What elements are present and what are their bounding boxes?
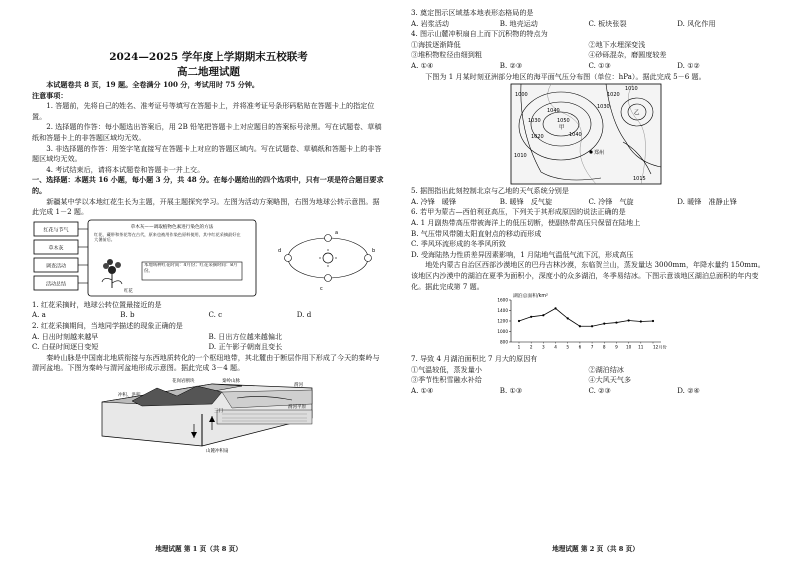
orbit-label-b: b bbox=[372, 247, 376, 254]
y-tick-label: 1000 bbox=[497, 329, 508, 335]
q6-option-a: A. 1 月副热带高压带被海洋上的低压切断，使副热带高压只保留在陆地上 bbox=[411, 217, 641, 227]
q2-option-a: A. 日出时刻越来越早 bbox=[32, 331, 99, 341]
activity-rows bbox=[34, 222, 88, 290]
isobar-1015: 1015 bbox=[633, 176, 646, 183]
passage-4: 地处内蒙古自治区西部沙漠地区的巴丹吉林沙漠，东临贺兰山，蒸发量达 3000mm，年降水量约 150mm。该地区内沙漠中的湖泊在夏季为面积小，深度小的众多湖泊，冬季易结冰。下图示意该地区湖泊总面积的年内变化。据此完成第 7 题。 bbox=[411, 260, 765, 291]
activity-note-1: 红花、藏带和茶花等在古代，原来也被用作染色原料使用，其中红花采摘最好在大暑前后。 bbox=[94, 231, 241, 242]
q7-option-d: D. ②④ bbox=[677, 385, 700, 395]
data-point-month-5 bbox=[567, 317, 569, 319]
q4-item-2: ②地下水埋深变浅 bbox=[588, 39, 646, 49]
x-tick-label: 11 bbox=[638, 344, 644, 350]
q7-item-4: ④大风天气多 bbox=[588, 375, 632, 385]
exam-title: 2024—2025 学年度上学期期末五校联考 bbox=[109, 51, 308, 63]
passage-1: 新疆某中学以本地红花生长为主题，开展主题探究学习。左图为活动方案略图，右图为地球公转示意图。据此完成 1－2 题。 bbox=[32, 196, 380, 217]
question-4-items-row2 bbox=[411, 50, 766, 61]
q7-item-3: ③季节性积雪融水补给 bbox=[411, 375, 482, 385]
question-1-options bbox=[32, 310, 385, 321]
isobar-1030-right: 1030 bbox=[597, 104, 610, 111]
q7-item-1: ①气温较低，蒸发量小 bbox=[411, 364, 482, 374]
x-tick-label: 4 bbox=[554, 344, 557, 350]
isobar-1050: 1050 bbox=[557, 118, 570, 125]
orbit-label-c: c bbox=[320, 285, 323, 292]
x-tick-label: 9 bbox=[615, 344, 618, 350]
qinling-block-diagram bbox=[62, 374, 402, 454]
q1-option-a: A. a bbox=[32, 310, 46, 320]
data-point-month-7 bbox=[591, 325, 593, 327]
row-label-1: 红花与节气 bbox=[43, 227, 69, 234]
activity-figure bbox=[32, 218, 382, 300]
q1-option-d: D. d bbox=[296, 310, 312, 320]
isobar-1020-left: 1020 bbox=[531, 134, 544, 141]
q7-option-b: B. ①③ bbox=[499, 385, 523, 395]
passage-2: 秦岭山脉是中国南北地质衔接与东西地质转化的一个枢纽地带，其北麓由于断层作用下形成了今天的秦岭与渭河盆地。下图为秦岭与渭河盆地形成示意图。据此完成 3－4 题。 bbox=[32, 352, 380, 373]
isobar-1010-right: 1010 bbox=[625, 86, 638, 93]
chart-title: 湖泊总面积/km² bbox=[513, 294, 548, 300]
question-2: 2. 红花采摘期间，当地同学描述的现象正确的是 bbox=[32, 320, 183, 330]
x-tick-label: 10 bbox=[625, 344, 632, 350]
data-point-month-9 bbox=[615, 322, 617, 324]
page-1-footer: 地理试题 第 1 页（共 8 页） bbox=[155, 545, 242, 553]
data-point-month-8 bbox=[603, 323, 605, 325]
q3-option-b: B. 地壳运动 bbox=[499, 18, 538, 28]
question-5: 5. 据图指出此刻控制北京与乙地的天气系统分别是 bbox=[411, 186, 569, 196]
q4-option-b: B. ②③ bbox=[499, 60, 523, 70]
exam-subtitle: 高二地理试题 bbox=[177, 66, 240, 78]
map-label-jia: 甲 bbox=[559, 125, 565, 132]
data-point-month-4 bbox=[554, 307, 556, 309]
q2-option-c: C. 白昼时间逐日变短 bbox=[32, 342, 99, 352]
isobar-1040-right: 1040 bbox=[569, 132, 582, 139]
q2-option-b: B. 日出方位越来越偏北 bbox=[208, 331, 283, 341]
q3-option-a: A. 岩浆活动 bbox=[411, 18, 450, 28]
data-point-month-11 bbox=[640, 321, 642, 323]
activity-top-text: 草木灰——调取植物色素进行染色的方法 bbox=[130, 224, 214, 230]
data-point-month-3 bbox=[542, 314, 544, 316]
q7-item-2: ②湖泊结冰 bbox=[588, 364, 624, 374]
lake-area-line bbox=[519, 308, 653, 326]
fig2-label-fan: 山麓冲积扇 bbox=[206, 448, 229, 454]
question-6: 6. 若甲为蒙古—西伯利亚高压，下列关于其形成原因的说法正确的是 bbox=[411, 207, 626, 217]
q3-option-d: D. 风化作用 bbox=[677, 18, 716, 28]
question-7-items-row2 bbox=[411, 375, 766, 386]
question-3: 3. 奠定图示区域基本地表形态格局的是 bbox=[411, 8, 534, 17]
data-point-month-1 bbox=[518, 320, 520, 322]
isobar-1030-left: 1030 bbox=[528, 118, 541, 125]
y-tick-label: 1600 bbox=[497, 297, 508, 303]
q4-option-a: A. ①④ bbox=[411, 60, 434, 70]
question-4: 4. 图示山麓冲积扇自上而下沉积物的特点为 bbox=[411, 29, 548, 39]
q1-option-b: B. b bbox=[120, 310, 135, 320]
question-7: 7. 导致 4 月湖泊面积比 7 月大的原因有 bbox=[411, 354, 538, 364]
question-3-options bbox=[411, 19, 766, 30]
q4-item-3: ③堆积物粒径由细到粗 bbox=[411, 50, 482, 60]
q6-option-c: C. 季风环流形成的冬季风所致 bbox=[411, 239, 506, 249]
y-tick-label: 1400 bbox=[497, 308, 508, 314]
x-tick-label: 2 bbox=[529, 344, 533, 350]
q5-option-a: A. 冷锋 暖锋 bbox=[411, 196, 457, 206]
row-label-2: 草木灰 bbox=[48, 245, 64, 252]
orbit-label-d: d bbox=[278, 247, 282, 254]
isobar-1020-right: 1020 bbox=[607, 92, 620, 99]
q6-option-b: B. 气压带风带随太阳直射点的移动而形成 bbox=[411, 228, 542, 238]
exam-intro: 本试题卷共 8 页，19 题。全卷满分 100 分，考试用时 75 分钟。 bbox=[46, 80, 260, 89]
note-4: 4. 考试结束后，请将本试题卷和答题卡一并上交。 bbox=[46, 164, 205, 174]
x-tick-label: 8 bbox=[602, 344, 606, 350]
q2-option-d: D. 正午影子朝南且变长 bbox=[208, 342, 283, 352]
q6-option-d: D. 受海陆热力性质差异因素影响，1 月陆地气温低气流下沉，形成高压 bbox=[411, 249, 634, 259]
q4-option-d: D. ①② bbox=[677, 60, 700, 70]
fig2-label-river: 渭河 bbox=[294, 382, 303, 388]
q5-option-c: C. 冷锋 气旋 bbox=[588, 196, 634, 206]
orbit-label-a: a bbox=[335, 229, 339, 236]
note-2: 2. 选择题的作答：每小题选出答案后，用 2B 铅笔把答题卡上对应题目的答案标号涂黑。写在试题卷、草稿纸和答题卡上的非答题区域均无效。 bbox=[32, 122, 382, 142]
fig2-label-granite: 花岗岩断块 bbox=[172, 378, 195, 384]
question-4-items-row1 bbox=[411, 40, 766, 51]
isobar-1040-left: 1040 bbox=[547, 108, 560, 115]
question-2-options-row2 bbox=[32, 342, 385, 353]
flower-label: 红花 bbox=[124, 288, 133, 294]
notes-heading: 注意事项： bbox=[32, 90, 68, 100]
lake-area-chart bbox=[411, 292, 766, 354]
fig2-label-sanmen: 三门 bbox=[214, 408, 223, 414]
x-tick-label: 12月份 bbox=[653, 344, 667, 350]
y-tick-label: 800 bbox=[500, 339, 508, 345]
fig2-label-alluvial: 冲积、洪积 bbox=[118, 392, 141, 398]
q5-option-b: B. 暖锋 反气旋 bbox=[499, 196, 553, 206]
question-5-options bbox=[411, 197, 766, 208]
note-3: 3. 非选择题的作答：用签字笔直接写在答题卡上对应的答题区域内。写在试题卷、草稿纸和答题卡上的非答题区域均无效。 bbox=[32, 143, 382, 164]
question-7-items-row1 bbox=[411, 365, 766, 376]
row-label-3: 调查活动 bbox=[45, 263, 67, 270]
x-tick-label: 6 bbox=[578, 344, 582, 350]
note-1: 1. 答题前，先将自己的姓名、准考证号等填写在答题卡上，并将准考证号条形码粘贴在答题卡上的指定位置。 bbox=[32, 101, 375, 121]
isobar-1010-left: 1010 bbox=[514, 153, 527, 160]
x-tick-label: 3 bbox=[542, 344, 545, 350]
row-label-4: 活动总结 bbox=[45, 281, 67, 288]
x-tick-label: 7 bbox=[590, 344, 594, 350]
page-2-footer: 地理试题 第 2 页（共 8 页） bbox=[552, 545, 639, 553]
data-point-month-6 bbox=[579, 325, 581, 327]
activity-note-2: 本地域种红花时间：4月份；红花采摘时间：8月份。 bbox=[144, 262, 238, 274]
data-point-month-10 bbox=[628, 319, 630, 321]
data-point-month-12 bbox=[652, 320, 654, 322]
q7-option-a: A. ①④ bbox=[411, 385, 434, 395]
question-1: 1. 红花采摘时，地球公转位置最接近的是 bbox=[32, 299, 162, 309]
data-point-month-2 bbox=[530, 316, 532, 318]
y-tick-label: 1200 bbox=[497, 318, 508, 324]
q4-option-c: C. ①③ bbox=[588, 60, 611, 70]
page-2 bbox=[397, 0, 794, 561]
map-label-yi: 乙 bbox=[634, 110, 640, 117]
isobar-1000-left: 1000 bbox=[515, 92, 528, 99]
question-4-options bbox=[411, 61, 766, 72]
question-7-options bbox=[411, 386, 766, 397]
q3-option-c: C. 板块张裂 bbox=[588, 18, 627, 28]
fig2-label-plain: 渭河平原 bbox=[288, 404, 306, 410]
passage-3: 下图为 1 月某时刻亚洲部分地区的海平面气压分布图（单位：hPa）。据此完成 5－6 题。 bbox=[425, 71, 706, 81]
q5-option-d: D. 暖锋 准静止锋 bbox=[677, 196, 737, 206]
fig2-label-mountains: 秦岭山脉 bbox=[222, 378, 240, 384]
q7-option-c: C. ②③ bbox=[588, 385, 611, 395]
sun-icon bbox=[319, 249, 337, 267]
question-2-options-row1 bbox=[32, 332, 385, 343]
map-label-zhengzhou: 郑州 bbox=[594, 150, 605, 157]
pressure-map bbox=[411, 82, 766, 186]
q4-item-4: ④砂砾混杂，磨圆度较差 bbox=[588, 50, 667, 60]
x-tick-label: 5 bbox=[566, 344, 570, 350]
earth-orbit-diagram bbox=[278, 230, 375, 292]
section-heading: 一、选择题：本题共 16 小题，每小题 3 分，共 48 分。在每小题给出的四个选项中，只有一项是符合题目要求的。 bbox=[32, 175, 384, 195]
q1-option-c: C. c bbox=[208, 310, 223, 320]
q4-item-1: ①海拔逐渐降低 bbox=[411, 39, 461, 49]
x-tick-label: 1 bbox=[517, 344, 521, 350]
